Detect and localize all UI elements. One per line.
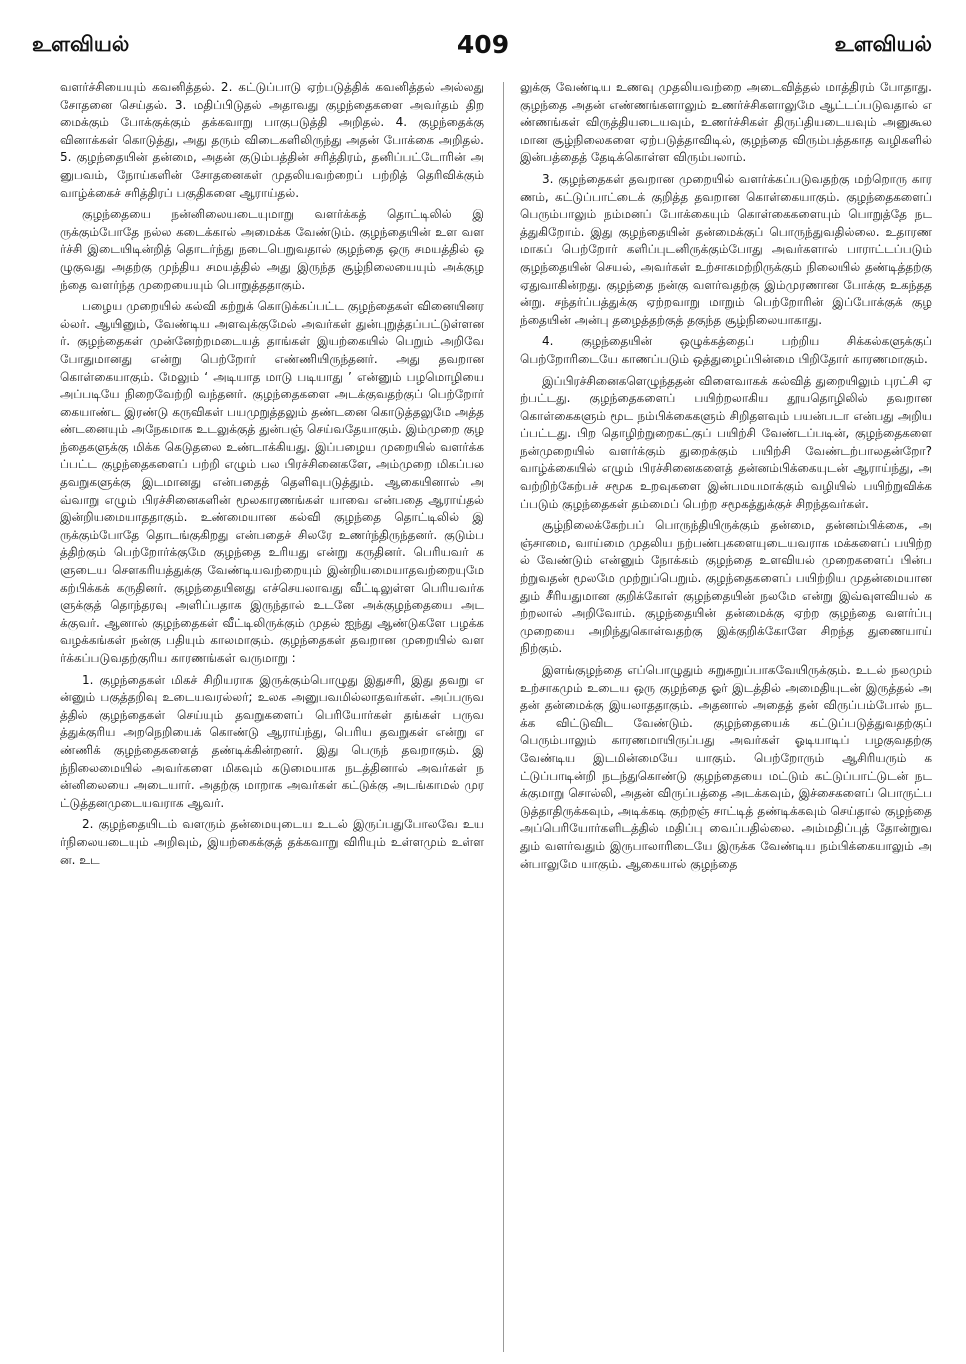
paragraph: குழந்தையை நன்னிலையடையுமாறு வளர்க்கத் தொட்டிலில் இருக்கும்போதே நல்ல கடைக்கால் அமைக்க வேண்டும். குழந்தையின் உள வளர்ச்சி இடையிடின்றித் தொடர்ந்து நடைபெறுவதால் குழந்தை ஒரு சமயத்தில் ஒழுகுவது அதற்கு முந்திய சமயத்தில் அது இருந்த சூழ்நிலையையும் அக்குழந்தை வளர்ந்த முறையையும் பொறுத்ததாகும். <box>60 207 484 292</box>
running-head-right: உளவியல் <box>834 32 932 56</box>
column-divider <box>503 82 504 1352</box>
paragraph: லுக்கு வேண்டிய உணவு முதலியவற்றை அடைவித்தல் மாத்திரம் போதாது. குழந்தை அதன் எண்ணங்களாலும் உணர்ச்சிகளாலுமே ஆட்டப்படுவதால் எண்ணங்கள் விருத்தியடையவும், உணர்ச்சிகள் திருப்தியடையவும் அனுகூலமான சூழ்நிலைகளை ஏற்படுத்தாவிடில், குழந்தை விரும்பத்தகாத வழிகளில் இன்பத்தைத் தேடிக்கொள்ள விரும்பலாம். <box>520 80 932 165</box>
left-column <box>60 79 484 1354</box>
page-number: 409 <box>456 30 510 59</box>
running-head-left: உளவியல் <box>32 32 130 56</box>
paragraph: 4. குழந்தையின் ஒழுக்கத்தைப் பற்றிய சிக்கல்களுக்குப் பெற்றோரிடையே காணப்படும் ஒத்துழைப்பின்மை பிறிதோர் காரணமாகும். <box>520 334 932 366</box>
paragraph: பழைய முறையில் கல்வி கற்றுக் கொடுக்கப்பட்ட குழந்தைகள் வினையினரல்லர். ஆயினும், வேண்டிய அளவுக்குமேல் அவர்கள் துன்புறுத்தப்பட்டுள்ளனர். குழந்தைகள் முன்னேற்றமடையத் தாங்கள் இயற்கையில் பெறும் அறிவே போதுமானது என்று பெற்றோர் எண்ணியிருந்தனர். அது தவறான கொள்கையாகும். மேலும் ‘ அடியாத மாடு படியாது ’ என்னும் பழமொழியை அப்படியே நிறைவேற்றி வந்தனர். குழந்தைகளை அடக்குவதற்குப் பெற்றோர் கையாண்ட இரண்டு கருவிகள் பயமுறுத்தலும் தண்டனை கொடுத்தலுமே அத்தண்டனையும் அநேகமாக உடலுக்குத் துன்பஞ் செய்வதேயாகும். இம்முறை குழந்தைகளுக்கு மிக்க கெடுதலை உண்டாக்கியது. இப்பழைய முறையில் வளர்க்கப்பட்ட குழந்தைகளைப் பற்றி எழும் பல பிரச்சினைகளே, அம்முறை மிகப்பல தவறுகளுக்கு இடமானது என்பதைத் தெளிவுபடுத்தும். ஆகையினால் அவ்வாறு எழும் பிரச்சினைகளின் மூலகாரணங்கள் யாவை என்பதை ஆராய்தல் இன்றியமையாததாகும். உண்மையான கல்வி குழந்தை தொட்டிலில் இருக்கும்போதே தொடங்குகிறது என்பதைச் சிலரே உணர்ந்திருந்தனர். குடும்பத்திற்கும் பெற்றோர்க்குமே குழந்தை உரியது என்று கருதினர். பெரியவர் களுடைய சௌகரியத்துக்கு வேண்டியவற்றையும் இன்றியமையாதவற்றையுமே கற்பிக்கக் கருதினர். குழந்தையினது எச்செயலாவது வீட்டிலுள்ள பெரியவர்களுக்குத் தொந்தரவு அளிப்பதாக இருந்தால் உடனே அக்குழந்தையை அடக்குவர். ஆனால் குழந்தைகள் வீட்டிலிருக்கும் முதல் ஐந்து ஆண்டுகளே பழக்க வழக்கங்கள் நன்கு பதியும் காலமாகும். குழந்தைகள் தவறான முறையில் வளர்க்கப்படுவதற்குரிய காரணங்கள் வருமாறு : <box>60 299 484 665</box>
paragraph: இப்பிரச்சினைகளெழுந்ததன் விளைவாகக் கல்வித் துறையிலும் புரட்சி ஏற்பட்டது. குழந்தைகளைப் பயிற்றலாகிய தூயதொழிலில் தவறான கொள்கைகளும் மூட நம்பிக்கைகளும் சிறிதளவும் பயன்படா என்பது அறியப்பட்டது. பிற தொழிற்றுறைகட்குப் பயிற்சி வேண்டப்படின், குழந்தைகளை நன்முறையில் வளர்க்கும் துறைக்கும் பயிற்சி வேண்டற்பாலதன்றோ? வாழ்க்கையில் எழும் பிரச்சினைகளைத் தன்னம்பிக்கையுடன் ஆராய்ந்து, அவற்றிற்கேற்பச் சமூக உறவுகளை இன்பமயமாக்கும் வழியில் பயிற்றுவிக்கப்படும் குழந்தைகள் தம்மைப் பெற்ற சமூகத்துக்குச் சிறந்தவர்கள். <box>520 373 932 511</box>
paragraph: 2. குழந்தையிடம் வளரும் தன்மையுடைய உடல் இருப்பதுபோலவே உயர்நிலையடையும் அறிவும், இயற்கைக்குத் தக்கவாறு விரியும் உள்ளமும் உள்ளன. உட <box>60 817 484 867</box>
paragraph: 3. குழந்தைகள் தவறான முறையில் வளர்க்கப்படுவதற்கு மற்றொரு காரணம், கட்டுப்பாட்டைக் குறித்த தவறான கொள்கையாகும். குழந்தைகளைப் பெரும்பாலும் நம்மனப் போக்கையும் கொள்கைகளையும் பொறுத்தே நடத்துகிறோம். இது குழந்தையின் தன்மைக்குப் பொருந்துவதில்லை. உதாரணமாகப் பெற்றோர் களிப்புடனிருக்கும்போது அவர்களால் பாராட்டப்படும் குழந்தையின் செயல், அவர்கள் உற்சாகமற்றிருக்கும் நிலையில் தண்டித்தற்கு ஏதுவாகின்றது. குழந்தை நன்கு வளர்வதற்கு இம்முரணான போக்கு உகந்ததன்று. சந்தர்ப்பத்துக்கு ஏற்றவாறு மாறும் பெற்றோரின் இப்போக்குக் குழந்தையின் அன்பு தழைத்தற்குத் தகுந்த சூழ்நிலையாகாது. <box>520 171 932 327</box>
paragraph: இளங்குழந்தை எப்பொழுதும் சுறுசுறுப்பாகவேயிருக்கும். உடல் நலமும் உற்சாகமும் உடைய ஒரு குழந்தை ஓர் இடத்தில் அமைதியுடன் இருத்தல் அதன் தன்மைக்கு இயலாததாகும். அதனால் அதைத் தன் விருப்பம்போல் நடக்க விட்டுவிட வேண்டும். குழந்தையைக் கட்டுப்படுத்துவதற்குப் பெரும்பாலும் காரணமாயிருப்பது அவர்கள் ஓடியாடிப் பழகுவதற்கு வேண்டிய இடமின்மையே யாகும். பெற்றோரும் ஆசிரியரும் கட்டுப்பாடின்றி நடந்துகொண்டு குழந்தையை மட்டும் கட்டுப்பாட்டுடன் நடக்குமாறு சொல்லி, அதன் விருப்பத்தை அடக்கவும், இச்சைகளைப் பொருட்படுத்தாதிருக்கவும், அடிக்கடி குற்றஞ் சாட்டித் தண்டிக்கவும் செய்தால் குழந்தை அப்பெரியோர்களிடத்தில் மதிப்பு வைப்பதில்லை. அம்மதிப்புத் தோன்றுவதும் வளர்வதும் இருபாலாரிடையே இருக்க வேண்டிய நம்பிக்கையாலும் அன்பாலுமே யாகும். ஆகையால் குழந்தை <box>520 663 932 871</box>
paragraph: சூழ்நிலைக்கேற்பப் பொருந்தியிருக்கும் தன்மை, தன்னம்பிக்கை, அஞ்சாமை, வாய்மை முதலிய நற்பண்புகளையுடையவராக மக்களைப் பயிற்றல் வேண்டும் என்னும் நோக்கம் குழந்தை உளவியல் முறைகளைப் பின்பற்றுவதன் மூலமே முற்றுப்பெறும். குழந்தைகளைப் பயிற்றிய முதன்மையானதும் சீரியதுமான குறிக்கோள் குழந்தையின் நலமே என்று இவ்வுளவியல் கற்றலால் அறிவோம். குழந்தையின் தன்மைக்கு ஏற்ற குழந்தை வளர்ப்பு முறையை அறிந்துகொள்வதற்கு இக்குறிக்கோளே சிறந்த துணையாய் நிற்கும். <box>520 518 932 656</box>
page-header <box>0 24 966 64</box>
right-column <box>520 79 932 1354</box>
paragraph: வளர்ச்சியையும் கவனித்தல். 2. கட்டுப்பாடு ஏற்படுத்திக் கவனித்தல் அல்லது சோதனை செய்தல். 3. மதிப்பிடுதல் அதாவது குழந்தைகளை அவர்தம் திறமைக்கும் போக்குக்கும் தக்கவாறு பாகுபடுத்தி அறிதல். 4. குழந்தைக்கு வினாக்கள் கொடுத்து, அது தரும் விடைகளிலிருந்து அதன் போக்கை அறிதல். 5. குழந்தையின் தன்மை, அதன் குடும்பத்தின் சரித்திரம், தனிப்பட்டோரின் அனுபவம், நோய்களின் சோதனைகள் முதலியவற்றைப் பற்றித் தெரிவிக்கும் வாழ்க்கைச் சரித்திரப் பகுதிகளை ஆராய்தல். <box>60 80 484 200</box>
paragraph: 1. குழந்தைகள் மிகச் சிறியராக இருக்கும்பொழுது இதுசரி, இது தவறு என்னும் பகுத்தறிவு உடையவரல்லர்; உலக அனுபவமில்லாதவர்கள். அப்பருவத்தில் குழந்தைகள் செய்யும் தவறுகளைப் பெரியோர்கள் தங்கள் பருவத்துக்குரிய அறநெறியைக் கொண்டு ஆராய்ந்து, பெரிய தவறுகள் என்று எண்ணிக் குழந்தைகளைத் தண்டிக்கின்றனர். இது பெருந் தவறாகும். இந்நிலைமையில் அவர்களை மிகவும் கடுமையாக நடத்தினால் அவர்கள் நன்னிலையை அடையார். அதற்கு மாறாக அவர்கள் கட்டுக்கு அடங்காமல் முரட்டுத்தனமுடையவராக ஆவர். <box>60 672 484 810</box>
